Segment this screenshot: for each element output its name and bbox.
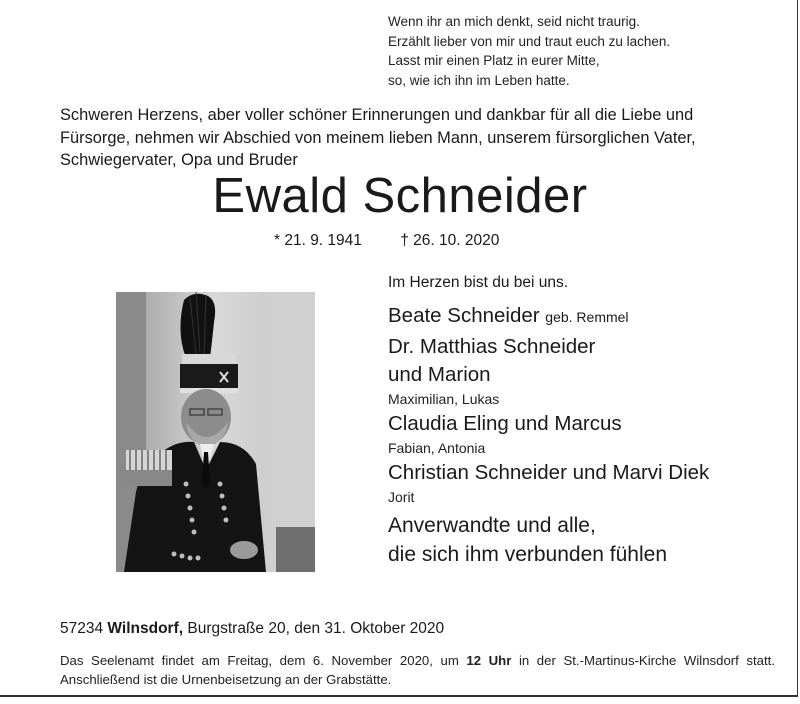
town: Wilnsdorf,: [107, 620, 184, 637]
poem-line: Wenn ihr an mich denkt, seid nicht traurig.: [388, 14, 640, 29]
intro-line: Fürsorge, nehmen wir Abschied von meinem lieben Mann, unserem fürsorglichen Vater,: [60, 128, 696, 147]
intro-line: Schweren Herzens, aber voller schöner Erinnerungen und dankbar für all die Liebe und: [60, 106, 694, 124]
mourner-wife: [388, 302, 788, 331]
grandchildren-3: Jorit: [388, 489, 415, 505]
mourner-son2: Christian Schneider und Marvi Diek: [388, 461, 710, 484]
notice-part1: Das Seelenamt findet am Freitag, dem 6. November 2020, um: [60, 653, 459, 668]
poem-line: so, wie ich ihn im Leben hatte.: [388, 72, 570, 88]
notice-time: 12 Uhr: [466, 653, 512, 668]
poem-line: Erzählt lieber von mir und traut euch zu lachen.: [388, 33, 671, 49]
intro-line: Schwiegervater, Opa und Bruder: [60, 151, 298, 169]
poem-line: Lasst mir einen Platz in eurer Mitte,: [388, 53, 600, 68]
deceased-name: Ewald Schneider: [212, 169, 588, 223]
poem: [388, 12, 670, 90]
grandchildren-1: Maximilian, Lukas: [388, 391, 500, 407]
service-notice: [60, 652, 775, 689]
mourner-daughter: Claudia Eling und Marcus: [388, 412, 622, 435]
wife-name: Beate Schneider: [388, 304, 540, 327]
street-and-date: Burgstraße 20, den 31. Oktober 2020: [187, 620, 445, 637]
motto: Im Herzen bist du bei uns.: [388, 274, 569, 291]
zip-code: 57234: [60, 620, 104, 637]
wife-maiden-name: geb. Remmel: [545, 309, 629, 325]
grandchildren-2: Fabian, Antonia: [388, 440, 486, 456]
birth-date: * 21. 9. 1941: [274, 232, 362, 249]
mourner-son-line2: und Marion: [388, 363, 491, 386]
portrait-photo: [116, 292, 315, 572]
closing-line1: Anverwandte und alle,: [388, 514, 596, 537]
address-line: [60, 620, 444, 638]
mourner-son-line1: Dr. Matthias Schneider: [388, 335, 596, 358]
closing-line2: die sich ihm verbunden fühlen: [388, 542, 668, 566]
notice-part2: in der St.-Martinus-Kirche Wilnsdorf statt. Anschließend ist die Urnenbeisetzung an der Grabstätte.: [60, 653, 776, 687]
life-dates: [274, 232, 499, 250]
intro-text: [60, 104, 772, 172]
mourners-list: [388, 272, 788, 569]
death-date: † 26. 10. 2020: [400, 232, 500, 249]
